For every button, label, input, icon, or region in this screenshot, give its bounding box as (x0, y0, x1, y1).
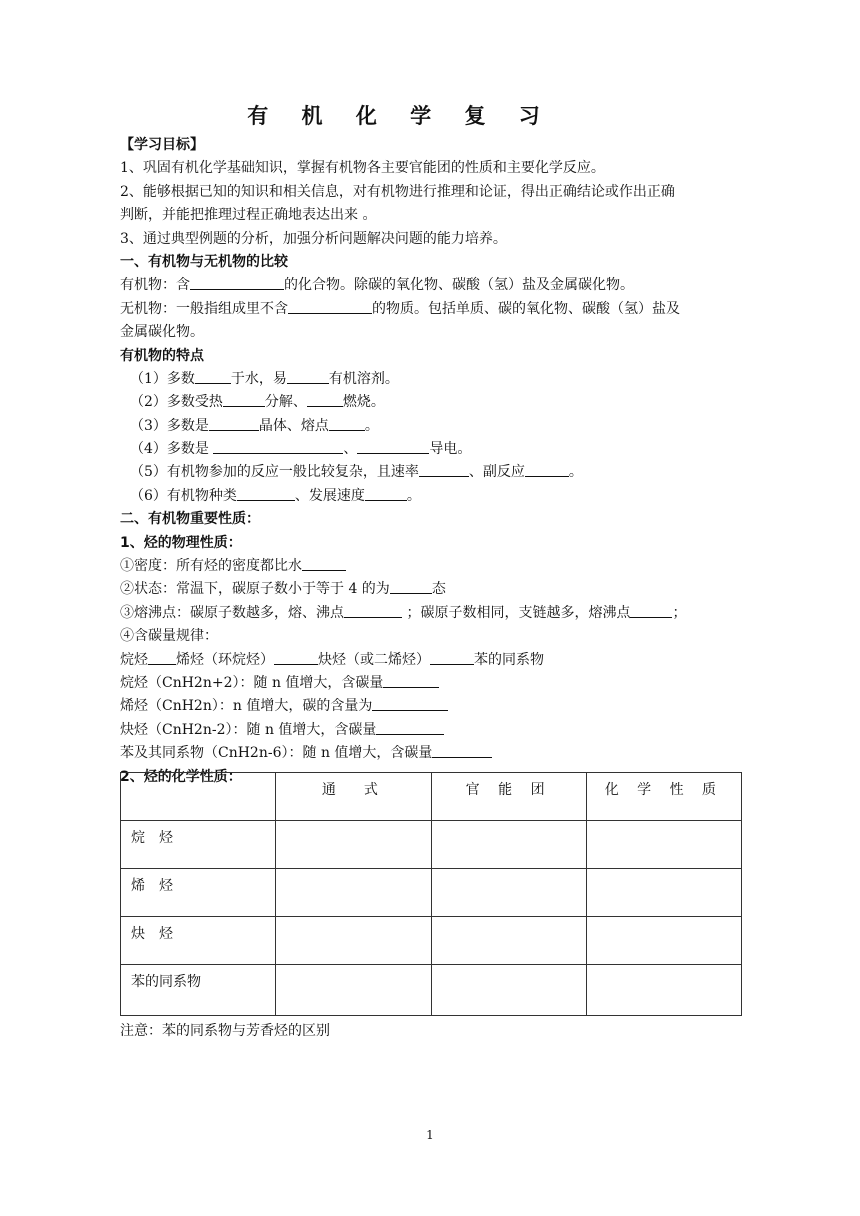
text: 态 (431, 581, 446, 598)
text: 烯烃（环烷烃） (176, 651, 274, 668)
text: 、 (343, 441, 358, 458)
text: 有机物：含 (120, 277, 190, 294)
phys-density (120, 555, 744, 578)
page-number: 1 (426, 1128, 434, 1142)
fill-blank[interactable] (209, 416, 259, 431)
phys-boiling-point (120, 602, 744, 625)
text: 、副反应 (468, 464, 525, 481)
table-row (121, 965, 742, 1016)
fill-blank[interactable] (190, 275, 284, 290)
feature-6 (120, 485, 744, 508)
text: （6）有机物种类 (130, 487, 237, 504)
note-text: 注意：苯的同系物与芳香烃的区别 (120, 1023, 330, 1039)
fill-blank[interactable] (383, 673, 439, 688)
hydrocarbon-table (120, 772, 742, 1016)
fill-blank[interactable] (372, 696, 448, 711)
section1-heading: 一、有机物与无机物的比较 (120, 253, 288, 270)
fill-blank[interactable] (274, 650, 318, 665)
text: 烷烃（CnH2n+2）：随 n 值增大，含碳量 (120, 674, 384, 691)
table-cell[interactable] (586, 917, 741, 965)
text: 苯及其同系物（CnH2n-6）：随 n 值增大，含碳量 (120, 745, 433, 762)
fill-blank[interactable] (302, 556, 346, 571)
text: 的物质。包括单质、碳的氧化物、碳酸（氢）盐及 (372, 300, 680, 317)
phys-alkene (120, 695, 744, 718)
table-header-cell (121, 773, 276, 821)
table-row (121, 917, 742, 965)
table-cell[interactable] (431, 917, 586, 965)
feature-4 (120, 438, 744, 461)
goal-3: 3、通过典型例题的分析，加强分析问题解决问题的能力培养。 (120, 230, 507, 247)
fill-blank[interactable] (237, 486, 295, 501)
row-label: 烯 烃 (121, 869, 276, 917)
text: 晶体、熔点 (258, 417, 329, 434)
text: 烷烃 (120, 651, 148, 668)
table-cell[interactable] (431, 965, 586, 1016)
feature-3 (120, 415, 744, 438)
fill-blank[interactable] (419, 462, 469, 477)
table-cell[interactable] (431, 869, 586, 917)
fill-blank[interactable] (430, 650, 474, 665)
phys-alkane (120, 672, 744, 695)
sub1-heading: 1、烃的物理性质： (120, 534, 242, 551)
phys-carbon-rule: ④含碳量规律： (120, 628, 218, 645)
text: 导电。 (429, 441, 472, 458)
text: （2）多数受热 (130, 394, 223, 411)
row-label: 烷 烃 (121, 821, 276, 869)
text: （1）多数 (130, 370, 195, 387)
text: 有机溶剂。 (328, 370, 399, 387)
row-label: 炔 烃 (121, 917, 276, 965)
fill-blank[interactable] (287, 369, 329, 384)
text: 、发展速度 (294, 487, 365, 504)
text: 。 (364, 417, 379, 434)
fill-blank[interactable] (630, 603, 672, 618)
fill-blank[interactable] (390, 579, 432, 594)
inorganic-definition (120, 298, 744, 321)
phys-state (120, 578, 744, 601)
fill-blank[interactable] (148, 650, 176, 665)
text: （4）多数是 (130, 441, 214, 458)
organic-definition (120, 274, 744, 297)
fill-blank[interactable] (344, 603, 402, 618)
goal-1: 1、巩固有机化学基础知识，掌握有机物各主要官能团的性质和主要化学反应。 (120, 160, 605, 177)
text: 烯烃（CnH2n）：n 值增大，碳的含量为 (120, 698, 373, 715)
text: 无机物：一般指组成里不含 (120, 300, 288, 317)
table-header-cell: 通 式 (276, 773, 431, 821)
text: （5）有机物参加的反应一般比较复杂，且速率 (130, 464, 419, 481)
section2-heading: 二、有机物重要性质： (120, 511, 260, 528)
inorganic-definition-cont: 金属碳化物。 (120, 324, 204, 341)
fill-blank[interactable] (525, 462, 569, 477)
text: 燃烧。 (342, 394, 385, 411)
table-cell[interactable] (276, 917, 431, 965)
fill-blank[interactable] (223, 392, 265, 407)
text: ②状态：常温下，碳原子数小于等于 4 的为 (120, 581, 390, 598)
table-header-row (121, 773, 742, 821)
phys-carbon-order (120, 649, 744, 672)
feature-1 (120, 368, 744, 391)
fill-blank[interactable] (288, 299, 372, 314)
fill-blank[interactable] (365, 486, 407, 501)
table-cell[interactable] (586, 965, 741, 1016)
fill-blank[interactable] (195, 369, 231, 384)
table-header-cell: 化 学 性 质 (586, 773, 741, 821)
fill-blank[interactable] (376, 720, 444, 735)
table-row (121, 869, 742, 917)
goals-heading: 【学习目标】 (120, 137, 204, 153)
table-cell[interactable] (276, 869, 431, 917)
goal-2: 2、能够根据已知的知识和相关信息，对有机物进行推理和论证，得出正确结论或作出正确 (120, 183, 675, 200)
text: 于水，易 (230, 370, 287, 387)
table-cell[interactable] (431, 821, 586, 869)
features-heading: 有机物的特点 (120, 347, 204, 364)
phys-alkyne (120, 719, 744, 742)
text: 。 (568, 464, 583, 481)
phys-benzene (120, 742, 744, 765)
feature-2 (120, 391, 744, 414)
text: ； (672, 604, 687, 621)
sub2-heading: 2、烃的化学性质： (120, 768, 242, 785)
table-row (121, 821, 742, 869)
text: ③熔沸点：碳原子数越多，熔、沸点 (120, 604, 344, 621)
fill-blank[interactable] (307, 392, 343, 407)
table-cell[interactable] (276, 821, 431, 869)
text: ①密度：所有烃的密度都比水 (120, 558, 302, 575)
goal-2-cont: 判断，并能把推理过程正确地表达出来 。 (120, 207, 377, 224)
text: ；碳原子数相同，支链越多，熔沸点 (402, 604, 631, 621)
text: 分解、 (264, 394, 307, 411)
text: 炔烃（CnH2n-2）：随 n 值增大，含碳量 (120, 721, 377, 738)
text: 。 (406, 487, 421, 504)
fill-blank[interactable] (329, 416, 365, 431)
fill-blank[interactable] (213, 439, 343, 454)
page-title: 有 机 化 学 复 习 (247, 104, 553, 128)
worksheet-body (120, 134, 744, 789)
fill-blank[interactable] (432, 743, 492, 758)
table-header-cell: 官 能 团 (431, 773, 586, 821)
table-cell[interactable] (276, 965, 431, 1016)
text: 苯的同系物 (474, 651, 544, 668)
fill-blank[interactable] (357, 439, 429, 454)
row-label: 苯的同系物 (121, 965, 276, 1016)
text: 的化合物。除碳的氧化物、碳酸（氢）盐及金属碳化物。 (284, 277, 634, 294)
feature-5 (120, 461, 744, 484)
table-cell[interactable] (586, 821, 741, 869)
text: （3）多数是 (130, 417, 209, 434)
table-cell[interactable] (586, 869, 741, 917)
text: 炔烃（或二烯烃） (318, 651, 430, 668)
